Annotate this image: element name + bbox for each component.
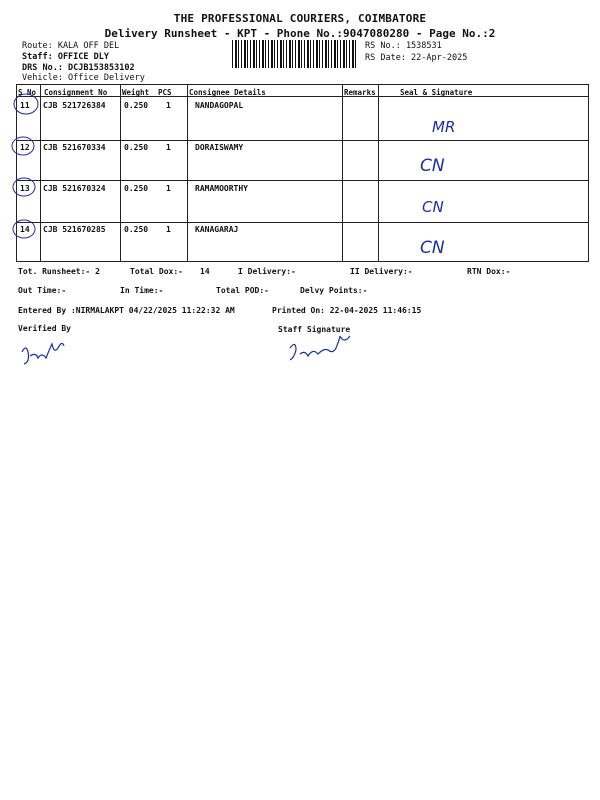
runsheet-subtitle: Delivery Runsheet - KPT - Phone No.:9047080280 - Page No.:2 (104, 27, 496, 40)
row-consignee: DORAISWAMY (195, 143, 244, 152)
row-weight: 0.250 (124, 225, 149, 234)
row-handwritten-mark: CN (420, 156, 445, 176)
delvy-points: Delvy Points:- (300, 286, 368, 295)
row-consignment: CJB 521726384 (43, 101, 106, 110)
header-seal-signature: Seal & Signature (400, 88, 473, 97)
ii-delivery: II Delivery:- (350, 267, 413, 276)
row-sno: 14 (20, 225, 30, 234)
circle-mark-icon (14, 94, 38, 114)
row-pcs: 1 (166, 184, 171, 193)
row-weight: 0.250 (124, 184, 149, 193)
row-sno: 13 (20, 184, 30, 193)
row-pcs: 1 (166, 225, 171, 234)
header-consignee: Consignee Details (189, 88, 266, 97)
circle-mark-icon (13, 220, 35, 238)
header-remarks: Remarks (344, 88, 376, 97)
row-consignee: RAMAMOORTHY (195, 184, 248, 193)
row-weight: 0.250 (124, 143, 149, 152)
staff-text: Staff: OFFICE DLY (22, 52, 109, 62)
row-sno: 11 (20, 101, 30, 110)
header-weight: Weight (122, 88, 150, 97)
verifier-signature-icon (22, 343, 64, 364)
row-weight: 0.250 (124, 101, 149, 110)
row-consignment: CJB 521670285 (43, 225, 106, 234)
row-handwritten-mark: CN (422, 198, 444, 216)
row-consignee: KANAGARAJ (195, 225, 239, 234)
company-title: THE PROFESSIONAL COURIERS, COIMBATORE (173, 12, 427, 25)
out-time: Out Time:- (18, 286, 67, 295)
row-sno: 12 (20, 143, 30, 152)
header-consignment: Consignment No (44, 88, 108, 97)
i-delivery: I Delivery:- (238, 267, 296, 276)
rs-number: RS No.: 1538531 (365, 41, 442, 51)
total-dox-label: Total Dox:- (130, 267, 183, 276)
circle-mark-icon (12, 137, 34, 155)
vehicle-text: Vehicle: Office Delivery (22, 73, 145, 83)
route-text: Route: KALA OFF DEL (22, 41, 120, 51)
rtn-dox: RTN Dox:- (467, 267, 511, 276)
drs-text: DRS No.: DCJB153853102 (22, 63, 135, 73)
circle-mark-icon (13, 178, 35, 196)
header-sno: S No (18, 88, 37, 97)
total-dox-value: 14 (200, 267, 210, 276)
total-pod: Total POD:- (216, 286, 269, 295)
row-consignment: CJB 521670324 (43, 184, 106, 193)
row-consignment: CJB 521670334 (43, 143, 106, 152)
in-time: In Time:- (120, 286, 164, 295)
rs-date: RS Date: 22-Apr-2025 (365, 53, 468, 63)
header-pcs: PCS (158, 88, 172, 97)
printed-on: Printed On: 22-04-2025 11:46:15 (272, 306, 422, 315)
tot-runsheet: Tot. Runsheet:- 2 (18, 267, 100, 276)
staff-signature-label: Staff Signature (278, 325, 351, 334)
row-handwritten-mark: MR (432, 118, 456, 136)
row-consignee: NANDAGOPAL (195, 101, 244, 110)
staff-signature-icon (290, 336, 350, 360)
row-pcs: 1 (166, 143, 171, 152)
entered-by: Entered By :NIRMALAKPT 04/22/2025 11:22:32 AM (18, 306, 235, 315)
verified-by-label: Verified By (18, 324, 71, 333)
row-pcs: 1 (166, 101, 171, 110)
row-handwritten-mark: CN (420, 238, 445, 258)
